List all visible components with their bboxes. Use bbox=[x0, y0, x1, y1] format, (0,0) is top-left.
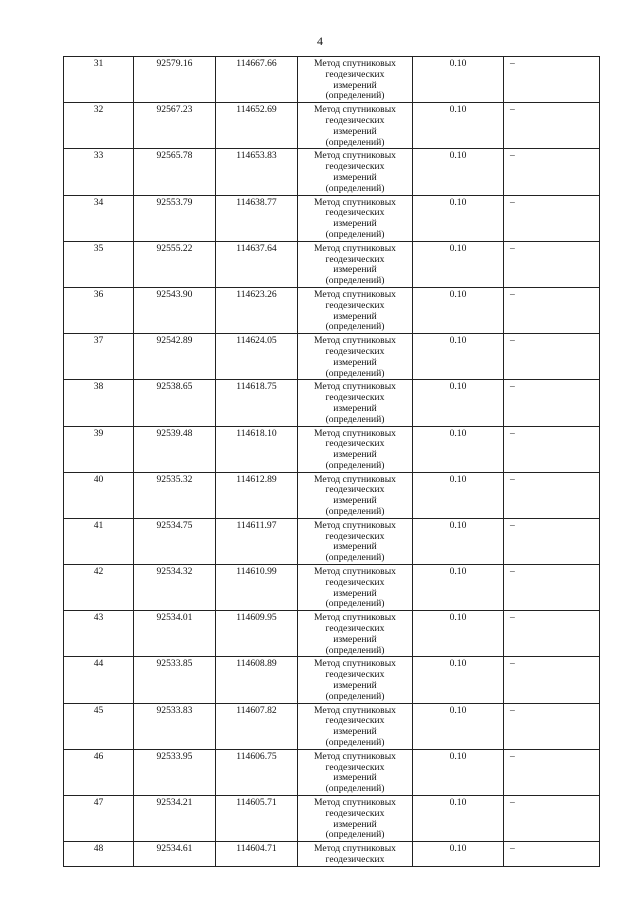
table-row bbox=[64, 149, 600, 195]
point-number-cell: 31 bbox=[64, 57, 134, 103]
method-cell: Метод спутниковых геодезических измерений (определений) bbox=[298, 241, 413, 287]
method-cell: Метод спутниковых геодезических измерений (определений) bbox=[298, 195, 413, 241]
x-coordinate-cell: 92533.85 bbox=[134, 657, 216, 703]
note-cell: – bbox=[504, 472, 600, 518]
method-cell: Метод спутниковых геодезических измерений (определений) bbox=[298, 749, 413, 795]
point-number-cell: 34 bbox=[64, 195, 134, 241]
method-cell: Метод спутниковых геодезических измерений (определений) bbox=[298, 380, 413, 426]
point-number-cell: 43 bbox=[64, 611, 134, 657]
method-cell: Метод спутниковых геодезических измерений (определений) bbox=[298, 472, 413, 518]
y-coordinate-cell: 114605.71 bbox=[216, 796, 298, 842]
table-row bbox=[64, 287, 600, 333]
table-row bbox=[64, 796, 600, 842]
table-row bbox=[64, 195, 600, 241]
page-number: 4 bbox=[317, 34, 323, 48]
accuracy-cell: 0.10 bbox=[413, 749, 504, 795]
table-row bbox=[64, 657, 600, 703]
note-cell: – bbox=[504, 611, 600, 657]
point-number-cell: 40 bbox=[64, 472, 134, 518]
method-cell: Метод спутниковых геодезических измерений (определений) bbox=[298, 611, 413, 657]
y-coordinate-cell: 114609.95 bbox=[216, 611, 298, 657]
x-coordinate-cell: 92535.32 bbox=[134, 472, 216, 518]
accuracy-cell: 0.10 bbox=[413, 842, 504, 867]
point-number-cell: 48 bbox=[64, 842, 134, 867]
x-coordinate-cell: 92567.23 bbox=[134, 103, 216, 149]
point-number-cell: 32 bbox=[64, 103, 134, 149]
note-cell: – bbox=[504, 518, 600, 564]
method-cell: Метод спутниковых геодезических измерений (определений) bbox=[298, 57, 413, 103]
table-row bbox=[64, 565, 600, 611]
y-coordinate-cell: 114610.99 bbox=[216, 565, 298, 611]
point-number-cell: 39 bbox=[64, 426, 134, 472]
y-coordinate-cell: 114667.66 bbox=[216, 57, 298, 103]
table-row bbox=[64, 518, 600, 564]
method-cell: Метод спутниковых геодезических измерений (определений) bbox=[298, 426, 413, 472]
method-cell: Метод спутниковых геодезических измерений (определений) bbox=[298, 334, 413, 380]
method-cell: Метод спутниковых геодезических измерений (определений) bbox=[298, 703, 413, 749]
note-cell: – bbox=[504, 241, 600, 287]
accuracy-cell: 0.10 bbox=[413, 518, 504, 564]
y-coordinate-cell: 114638.77 bbox=[216, 195, 298, 241]
point-number-cell: 41 bbox=[64, 518, 134, 564]
y-coordinate-cell: 114618.75 bbox=[216, 380, 298, 426]
note-cell: – bbox=[504, 657, 600, 703]
method-cell: Метод спутниковых геодезических bbox=[298, 842, 413, 867]
y-coordinate-cell: 114606.75 bbox=[216, 749, 298, 795]
accuracy-cell: 0.10 bbox=[413, 241, 504, 287]
accuracy-cell: 0.10 bbox=[413, 796, 504, 842]
table-row bbox=[64, 334, 600, 380]
point-number-cell: 47 bbox=[64, 796, 134, 842]
point-number-cell: 45 bbox=[64, 703, 134, 749]
accuracy-cell: 0.10 bbox=[413, 103, 504, 149]
note-cell: – bbox=[504, 842, 600, 867]
accuracy-cell: 0.10 bbox=[413, 57, 504, 103]
table-row bbox=[64, 749, 600, 795]
method-cell: Метод спутниковых геодезических измерений (определений) bbox=[298, 518, 413, 564]
y-coordinate-cell: 114612.89 bbox=[216, 472, 298, 518]
y-coordinate-cell: 114618.10 bbox=[216, 426, 298, 472]
x-coordinate-cell: 92579.16 bbox=[134, 57, 216, 103]
y-coordinate-cell: 114653.83 bbox=[216, 149, 298, 195]
x-coordinate-cell: 92534.61 bbox=[134, 842, 216, 867]
x-coordinate-cell: 92543.90 bbox=[134, 287, 216, 333]
point-number-cell: 35 bbox=[64, 241, 134, 287]
note-cell: – bbox=[504, 703, 600, 749]
y-coordinate-cell: 114624.05 bbox=[216, 334, 298, 380]
table-row bbox=[64, 842, 600, 867]
y-coordinate-cell: 114652.69 bbox=[216, 103, 298, 149]
x-coordinate-cell: 92539.48 bbox=[134, 426, 216, 472]
accuracy-cell: 0.10 bbox=[413, 287, 504, 333]
accuracy-cell: 0.10 bbox=[413, 334, 504, 380]
x-coordinate-cell: 92553.79 bbox=[134, 195, 216, 241]
method-cell: Метод спутниковых геодезических измерений (определений) bbox=[298, 149, 413, 195]
y-coordinate-cell: 114607.82 bbox=[216, 703, 298, 749]
note-cell: – bbox=[504, 565, 600, 611]
point-number-cell: 44 bbox=[64, 657, 134, 703]
table-row bbox=[64, 426, 600, 472]
x-coordinate-cell: 92534.21 bbox=[134, 796, 216, 842]
accuracy-cell: 0.10 bbox=[413, 703, 504, 749]
x-coordinate-cell: 92533.95 bbox=[134, 749, 216, 795]
table-row bbox=[64, 241, 600, 287]
accuracy-cell: 0.10 bbox=[413, 426, 504, 472]
method-cell: Метод спутниковых геодезических измерений (определений) bbox=[298, 565, 413, 611]
x-coordinate-cell: 92533.83 bbox=[134, 703, 216, 749]
accuracy-cell: 0.10 bbox=[413, 611, 504, 657]
method-cell: Метод спутниковых геодезических измерений (определений) bbox=[298, 796, 413, 842]
note-cell: – bbox=[504, 195, 600, 241]
point-number-cell: 37 bbox=[64, 334, 134, 380]
point-number-cell: 42 bbox=[64, 565, 134, 611]
note-cell: – bbox=[504, 796, 600, 842]
x-coordinate-cell: 92534.01 bbox=[134, 611, 216, 657]
y-coordinate-cell: 114608.89 bbox=[216, 657, 298, 703]
note-cell: – bbox=[504, 149, 600, 195]
note-cell: – bbox=[504, 57, 600, 103]
y-coordinate-cell: 114637.64 bbox=[216, 241, 298, 287]
note-cell: – bbox=[504, 380, 600, 426]
note-cell: – bbox=[504, 287, 600, 333]
method-cell: Метод спутниковых геодезических измерений (определений) bbox=[298, 103, 413, 149]
table-row bbox=[64, 57, 600, 103]
accuracy-cell: 0.10 bbox=[413, 380, 504, 426]
accuracy-cell: 0.10 bbox=[413, 149, 504, 195]
x-coordinate-cell: 92555.22 bbox=[134, 241, 216, 287]
note-cell: – bbox=[504, 103, 600, 149]
table-row bbox=[64, 103, 600, 149]
y-coordinate-cell: 114604.71 bbox=[216, 842, 298, 867]
table-row bbox=[64, 380, 600, 426]
x-coordinate-cell: 92565.78 bbox=[134, 149, 216, 195]
accuracy-cell: 0.10 bbox=[413, 195, 504, 241]
table-row bbox=[64, 611, 600, 657]
y-coordinate-cell: 114623.26 bbox=[216, 287, 298, 333]
coordinates-table bbox=[63, 56, 600, 867]
note-cell: – bbox=[504, 334, 600, 380]
note-cell: – bbox=[504, 426, 600, 472]
point-number-cell: 38 bbox=[64, 380, 134, 426]
table-row bbox=[64, 703, 600, 749]
point-number-cell: 33 bbox=[64, 149, 134, 195]
method-cell: Метод спутниковых геодезических измерений (определений) bbox=[298, 287, 413, 333]
x-coordinate-cell: 92542.89 bbox=[134, 334, 216, 380]
accuracy-cell: 0.10 bbox=[413, 472, 504, 518]
accuracy-cell: 0.10 bbox=[413, 565, 504, 611]
y-coordinate-cell: 114611.97 bbox=[216, 518, 298, 564]
point-number-cell: 46 bbox=[64, 749, 134, 795]
method-cell: Метод спутниковых геодезических измерений (определений) bbox=[298, 657, 413, 703]
accuracy-cell: 0.10 bbox=[413, 657, 504, 703]
x-coordinate-cell: 92538.65 bbox=[134, 380, 216, 426]
x-coordinate-cell: 92534.32 bbox=[134, 565, 216, 611]
point-number-cell: 36 bbox=[64, 287, 134, 333]
x-coordinate-cell: 92534.75 bbox=[134, 518, 216, 564]
note-cell: – bbox=[504, 749, 600, 795]
table-row bbox=[64, 472, 600, 518]
